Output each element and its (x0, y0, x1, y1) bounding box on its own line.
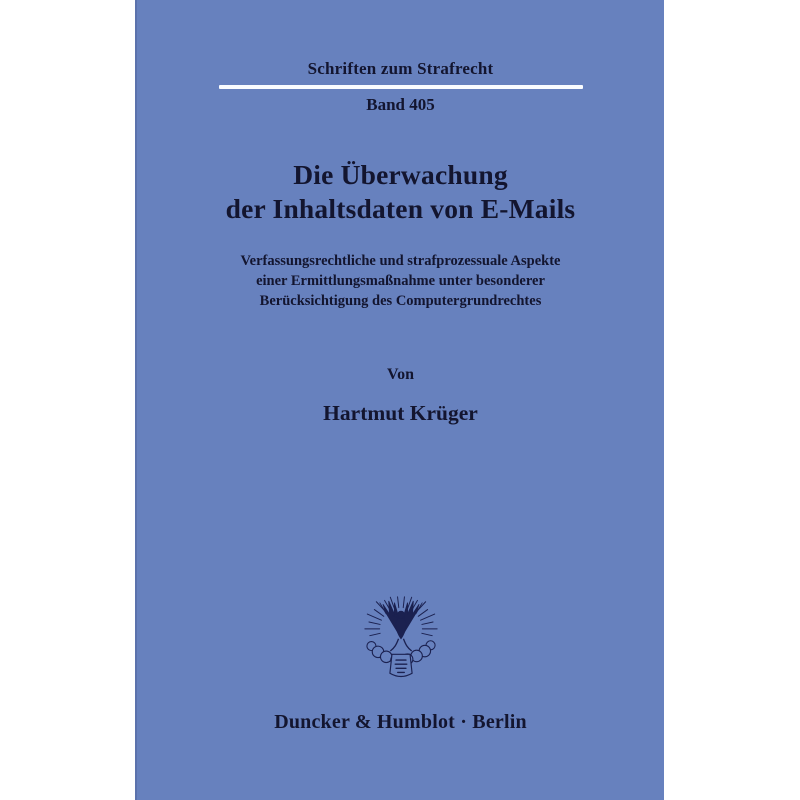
publisher-imprint: Duncker & Humblot · Berlin (274, 711, 527, 733)
author-name: Hartmut Krüger (323, 401, 478, 425)
publisher-phoenix-emblem-icon (359, 596, 443, 688)
book-cover (135, 0, 664, 800)
byline: Von (387, 366, 414, 383)
series-volume: Band 405 (366, 95, 435, 114)
book-subtitle-line3: Berücksichtigung des Computergrundrechtes (259, 293, 542, 309)
emblem-banner (389, 654, 411, 676)
series-title: Schriften zum Strafrecht (307, 59, 494, 78)
emblem-phoenix (379, 601, 422, 651)
divider-rule (219, 85, 583, 89)
book-title-line1: Die Überwachung (293, 159, 508, 190)
book-subtitle (137, 251, 664, 311)
book-subtitle-line2: einer Ermittlungsmaßnahme unter besonderer (256, 273, 545, 289)
book-title-line2: der Inhaltsdaten von E-Mails (225, 193, 576, 224)
book-subtitle-line1: Verfassungsrechtliche und strafprozessuale Aspekte (240, 253, 561, 269)
book-title (137, 158, 664, 226)
